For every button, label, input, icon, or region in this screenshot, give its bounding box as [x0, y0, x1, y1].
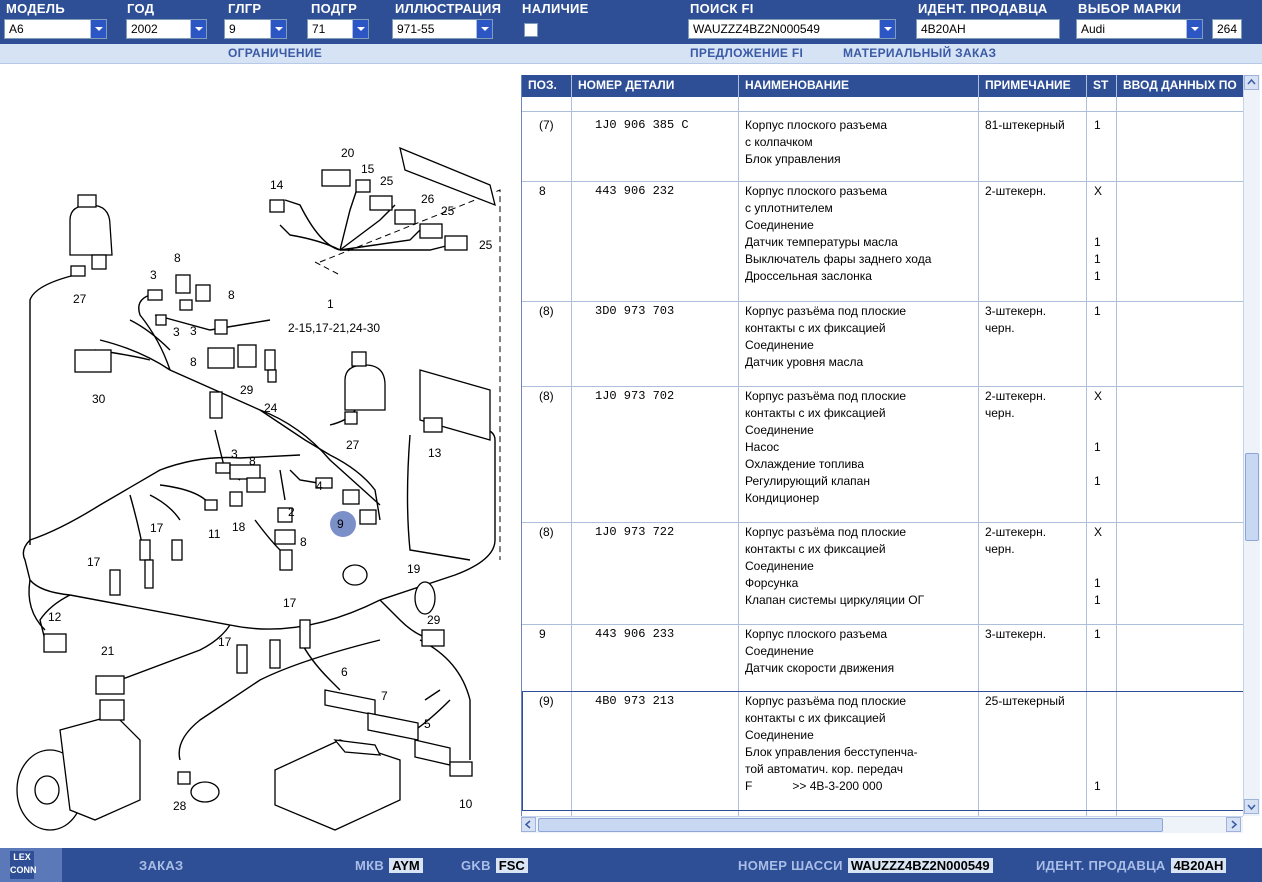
chassis-label: НОМЕР ШАССИ	[738, 858, 843, 873]
name-cell-line: Датчик температуры масла	[745, 235, 898, 249]
col-st[interactable]: ST	[1093, 78, 1109, 92]
callout-number[interactable]: 8	[228, 288, 235, 302]
st-cell: 1	[1094, 474, 1101, 488]
callout-number[interactable]: 8	[174, 251, 181, 265]
name-cell-line: Блок управления	[745, 152, 841, 166]
callout-number[interactable]: 29	[427, 613, 441, 627]
year-value: 2002	[131, 22, 158, 36]
callout-number[interactable]: 28	[173, 799, 187, 813]
note-cell-line: 3-штекерн.	[985, 304, 1047, 318]
pos-cell: 9	[539, 627, 546, 641]
chevron-down-icon[interactable]	[1186, 20, 1202, 38]
pos-cell: (8)	[539, 525, 554, 539]
note-cell-line: 2-штекерн.	[985, 389, 1047, 403]
row-divider	[522, 624, 1243, 625]
model-value: A6	[9, 22, 24, 36]
fi-search-value: WAUZZZ4BZ2N000549	[693, 22, 820, 36]
callout-number[interactable]: 19	[407, 562, 421, 576]
illustration-label: ИЛЛЮСТРАЦИЯ	[395, 1, 502, 16]
gkb-field	[461, 858, 528, 873]
parts-table	[521, 75, 1243, 816]
note-cell-line: черн.	[985, 321, 1015, 335]
chevron-down-icon[interactable]	[476, 20, 492, 38]
callout-number[interactable]: 15	[361, 162, 375, 176]
brand-label: ВЫБОР МАРКИ	[1078, 1, 1182, 16]
row-divider	[522, 386, 1243, 387]
name-cell-line: Соединение	[745, 559, 814, 573]
callout-number[interactable]: 26	[421, 192, 435, 206]
chevron-down-icon[interactable]	[879, 20, 895, 38]
pos-cell: (9)	[539, 694, 554, 708]
sub-group-select[interactable]	[307, 19, 369, 39]
status-bar	[0, 848, 1262, 882]
st-cell: 1	[1094, 440, 1101, 454]
callout-number[interactable]: 17	[87, 555, 101, 569]
callout-number[interactable]: 10	[459, 797, 473, 811]
pos-cell: (8)	[539, 389, 554, 403]
year-label: ГОД	[127, 1, 155, 16]
row-divider	[522, 522, 1243, 523]
name-cell-line: Насос	[745, 440, 780, 454]
st-cell: 1	[1094, 627, 1101, 641]
name-cell-line: Датчик уровня масла	[745, 355, 864, 369]
chevron-down-icon[interactable]	[90, 20, 106, 38]
dealer-id-value: 4B20AH	[921, 22, 966, 36]
gkb-value: FSC	[496, 858, 528, 873]
name-cell-line: F >> 4B-3-200 000	[745, 779, 883, 793]
name-cell-line: Корпус разъёма под плоские	[745, 389, 907, 403]
scroll-right-icon[interactable]	[1226, 817, 1241, 832]
name-cell-line: Выключатель фары заднего хода	[745, 252, 932, 266]
brand-select[interactable]	[1076, 19, 1203, 39]
callout-number[interactable]: 8	[300, 535, 307, 549]
part-number-cell: 443 906 232	[595, 184, 675, 198]
st-cell: X	[1094, 389, 1103, 403]
callout-number[interactable]: 12	[48, 610, 62, 624]
logo-text-line2: CONN	[10, 865, 37, 875]
part-number-cell: 1J0 973 722	[595, 525, 675, 539]
st-cell: X	[1094, 525, 1103, 539]
vertical-scrollbar[interactable]	[1243, 75, 1260, 816]
st-cell: 1	[1094, 252, 1101, 266]
callout-number[interactable]: 25	[380, 174, 394, 188]
callout-number[interactable]: 30	[92, 392, 106, 406]
st-cell: 1	[1094, 304, 1101, 318]
name-cell-line: Кондиционер	[745, 491, 820, 505]
callout-number[interactable]: 2	[288, 505, 295, 519]
name-cell-line: Регулирующий клапан	[745, 474, 870, 488]
callout-number[interactable]: 17	[283, 596, 297, 610]
restriction-link[interactable]: ОГРАНИЧЕНИЕ	[228, 46, 323, 60]
row-divider	[522, 301, 1243, 302]
st-cell: 1	[1094, 235, 1101, 249]
note-cell-line: 81-штекерный	[985, 118, 1065, 132]
brand-code-field[interactable]	[1212, 19, 1242, 39]
note-cell-line: 2-штекерн.	[985, 184, 1047, 198]
col-data-entry[interactable]: ВВОД ДАННЫХ ПО	[1123, 78, 1237, 92]
callout-number[interactable]: 20	[341, 146, 355, 160]
callout-number[interactable]: 13	[428, 446, 442, 460]
fi-search-label: ПОИСК FI	[690, 1, 754, 16]
callout-number[interactable]: 27	[73, 292, 87, 306]
chevron-down-icon[interactable]	[270, 20, 286, 38]
st-cell: X	[1094, 184, 1103, 198]
name-cell-line: Охлаждение топлива	[745, 457, 865, 471]
part-number-cell: 4B0 973 213	[595, 694, 675, 708]
name-cell-line: Корпус разъёма под плоские	[745, 694, 907, 708]
mkb-field	[355, 858, 423, 873]
note-cell-line: черн.	[985, 542, 1015, 556]
callout-number[interactable]: 11	[208, 527, 221, 541]
name-cell-line: с уплотнителем	[745, 201, 833, 215]
part-number-cell: 3D0 973 703	[595, 304, 675, 318]
name-cell-line: контакты с их фиксацией	[745, 542, 886, 556]
name-cell-line: Соединение	[745, 644, 814, 658]
callout-number[interactable]: 6	[341, 665, 348, 679]
chevron-down-icon[interactable]	[352, 20, 368, 38]
callout-number[interactable]: 3	[150, 268, 157, 282]
brand-code-value: 264	[1217, 22, 1238, 36]
pos-cell: (8)	[539, 304, 554, 318]
selected-row-outline	[522, 691, 1243, 811]
chassis-value: WAUZZZ4BZ2N000549	[848, 858, 993, 873]
material-order-link[interactable]: МАТЕРИАЛЬНЫЙ ЗАКАЗ	[843, 46, 997, 60]
main-group-label: ГЛГР	[228, 1, 262, 16]
pos-cell: (7)	[539, 118, 554, 132]
part-number-cell: 1J0 906 385 C	[595, 118, 689, 132]
dealer-value: 4B20AH	[1171, 858, 1227, 873]
year-select[interactable]	[126, 19, 207, 39]
name-cell-line: контакты с их фиксацией	[745, 406, 886, 420]
name-cell-line: Корпус плоского разъема	[745, 627, 888, 641]
col-name[interactable]: НАИМЕНОВАНИЕ	[745, 78, 849, 92]
callout-number[interactable]: 8	[190, 355, 197, 369]
callout-number[interactable]: 21	[101, 644, 115, 658]
name-cell-line: с колпачком	[745, 135, 813, 149]
callout-number[interactable]: 9	[337, 517, 344, 531]
main-group-value: 9	[229, 22, 236, 36]
name-cell-line: Корпус разъёма под плоские	[745, 525, 907, 539]
st-cell: 1	[1094, 779, 1101, 793]
mkb-value: AYM	[389, 858, 423, 873]
lexcom-logo	[0, 848, 62, 882]
illustration-value: 971-55	[397, 22, 435, 36]
callout-number[interactable]: 17	[218, 635, 232, 649]
scroll-up-icon[interactable]	[1244, 75, 1259, 90]
model-select[interactable]	[4, 19, 107, 39]
callout-layer	[0, 70, 515, 840]
st-cell: 1	[1094, 118, 1101, 132]
scroll-down-icon[interactable]	[1244, 799, 1259, 814]
name-cell-line: Форсунка	[745, 576, 799, 590]
callout-number[interactable]: 18	[232, 520, 246, 534]
top-filter-bar	[0, 0, 1262, 44]
order-button[interactable]: ЗАКАЗ	[139, 858, 184, 873]
name-cell-line: Соединение	[745, 423, 814, 437]
callout-number[interactable]: 8	[249, 454, 256, 468]
logo-text-line1: LEX	[13, 852, 31, 862]
fi-search-select[interactable]	[688, 19, 896, 39]
note-cell-line: 3-штекерн.	[985, 627, 1047, 641]
callout-number[interactable]: 3	[190, 324, 197, 338]
name-cell-line: Дроссельная заслонка	[745, 269, 872, 283]
illustration-select[interactable]	[392, 19, 493, 39]
vertical-scroll-thumb[interactable]	[1245, 453, 1259, 541]
availability-checkbox[interactable]	[524, 23, 538, 37]
chevron-down-icon[interactable]	[190, 20, 206, 38]
name-cell-line: Корпус плоского разъема	[745, 118, 888, 132]
horizontal-scroll-thumb[interactable]	[538, 818, 1163, 832]
horizontal-scrollbar[interactable]	[521, 816, 1243, 833]
callout-number[interactable]: 25	[441, 204, 455, 218]
callout-number[interactable]: 7	[381, 689, 388, 703]
col-part-number[interactable]: НОМЕР ДЕТАЛИ	[578, 78, 675, 92]
row-divider	[522, 181, 1243, 182]
name-cell-line: Соединение	[745, 218, 814, 232]
name-cell-line: Корпус разъёма под плоские	[745, 304, 907, 318]
row-divider	[522, 111, 1243, 112]
name-cell-line: контакты с их фиксацией	[745, 711, 886, 725]
callout-number[interactable]: 4	[316, 479, 323, 493]
name-cell-line: той автоматич. кор. передач	[745, 762, 903, 776]
name-cell-line: Датчик скорости движения	[745, 661, 895, 675]
fi-offer-link[interactable]: ПРЕДЛОЖЕНИЕ FI	[690, 46, 804, 60]
sub-header-bar	[0, 44, 1262, 64]
note-cell-line: черн.	[985, 406, 1015, 420]
dealer-label: ИДЕНТ. ПРОДАВЦА	[1036, 858, 1166, 873]
callout-number[interactable]: 17	[150, 521, 164, 535]
callout-number[interactable]: 29	[240, 383, 254, 397]
name-cell-line: Корпус плоского разъема	[745, 184, 888, 198]
mkb-label: МКВ	[355, 858, 385, 873]
name-cell-line: Блок управления бесступенча-	[745, 745, 918, 759]
name-cell-line: Клапан системы циркуляции ОГ	[745, 593, 925, 607]
gkb-label: GKB	[461, 858, 491, 873]
callout-number[interactable]: 24	[264, 401, 278, 415]
parts-illustration	[0, 70, 515, 840]
name-cell-line: Соединение	[745, 338, 814, 352]
callout-number[interactable]: 5	[424, 717, 431, 731]
availability-label: НАЛИЧИЕ	[522, 1, 589, 16]
dealer-field	[1036, 858, 1226, 873]
col-pos[interactable]: ПОЗ.	[528, 78, 557, 92]
callout-number[interactable]: 14	[270, 178, 284, 192]
callout-number[interactable]: 3	[173, 325, 180, 339]
col-note[interactable]: ПРИМЕЧАНИЕ	[985, 78, 1071, 92]
callout-number[interactable]: 3	[231, 447, 238, 461]
dealer-id-label: ИДЕНТ. ПРОДАВЦА	[918, 1, 1048, 16]
model-label: МОДЕЛЬ	[6, 1, 65, 16]
st-cell: 1	[1094, 593, 1101, 607]
main-group-select[interactable]	[224, 19, 287, 39]
scroll-left-icon[interactable]	[521, 817, 536, 832]
name-cell-line: контакты с их фиксацией	[745, 321, 886, 335]
logo-mark	[10, 851, 37, 879]
table-header	[522, 75, 1243, 97]
st-cell: 1	[1094, 576, 1101, 590]
note-cell-line: 25-штекерный	[985, 694, 1065, 708]
callout-number[interactable]: 27	[346, 438, 360, 452]
callout-number[interactable]: 2-15,17-21,24-30	[288, 321, 381, 335]
chassis-field	[738, 858, 993, 873]
part-number-cell: 443 906 233	[595, 627, 675, 641]
part-number-cell: 1J0 973 702	[595, 389, 675, 403]
callout-number[interactable]: 25	[479, 238, 493, 252]
callout-number[interactable]: 1	[327, 297, 334, 311]
pos-cell: 8	[539, 184, 546, 198]
sub-group-value: 71	[312, 22, 326, 36]
dealer-id-input[interactable]	[916, 19, 1060, 39]
name-cell-line: Соединение	[745, 728, 814, 742]
sub-group-label: ПОДГР	[311, 1, 358, 16]
brand-value: Audi	[1081, 22, 1106, 36]
st-cell: 1	[1094, 269, 1101, 283]
note-cell-line: 2-штекерн.	[985, 525, 1047, 539]
